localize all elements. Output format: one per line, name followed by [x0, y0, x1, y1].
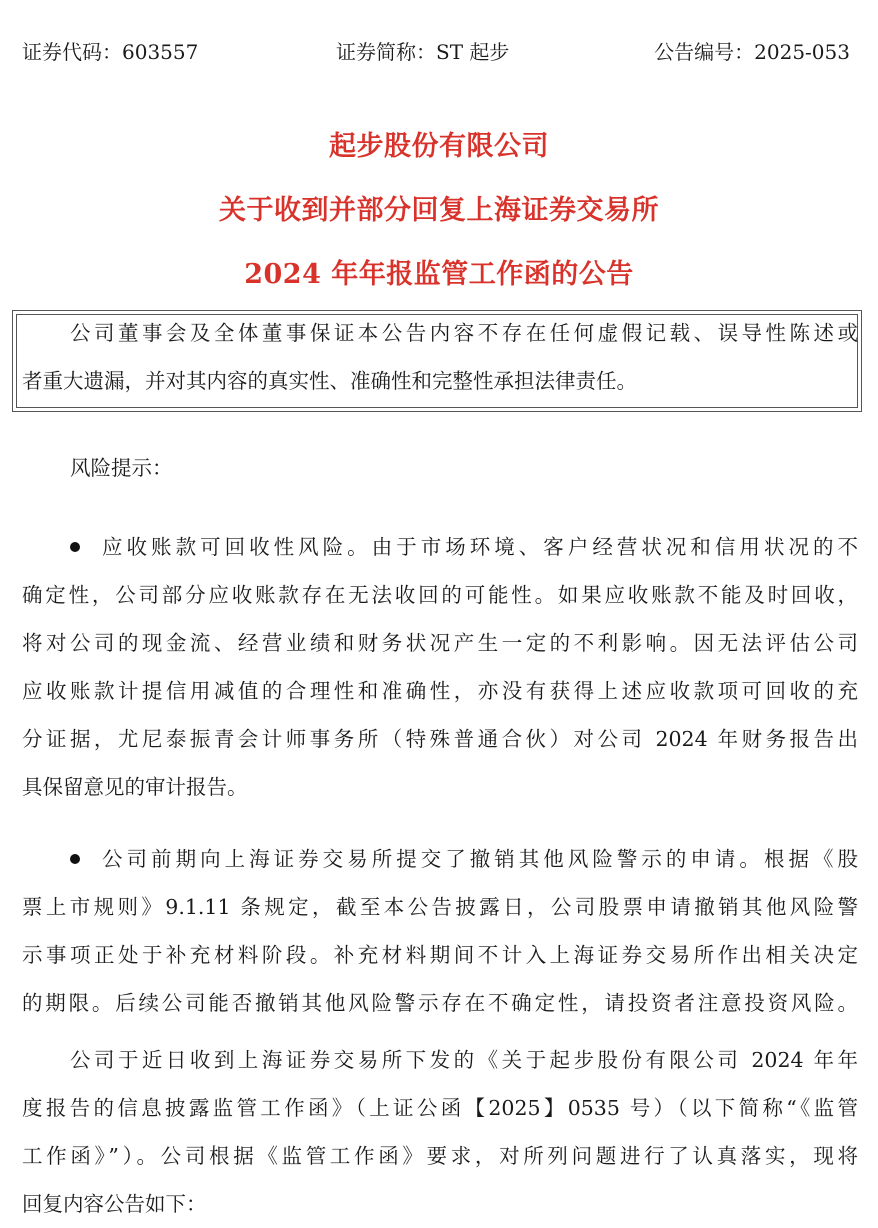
announcement-title-line-2: 2024 年年报监管工作函的公告	[244, 259, 634, 290]
security-abbreviation: 证券简称：ST 起步	[336, 40, 510, 64]
announcement-number: 公告编号：2025-053	[654, 40, 850, 64]
bullet-2-line: 票上市规则》9.1.11 条规定，截至本公告披露日，公司股票申请撤销其他风险警	[22, 895, 858, 919]
security-code: 证券代码：603557	[22, 40, 199, 64]
body-line: 工作函》”）。公司根据《监管工作函》要求，对所列问题进行了认真落实，现将	[22, 1144, 858, 1168]
bullet-1-line: 应收账款计提信用减值的合理性和准确性，亦没有获得上述应收款项可回收的充	[22, 679, 858, 703]
bullet-1-line: 确定性，公司部分应收账款存在无法收回的可能性。如果应收账款不能及时回收，	[22, 583, 858, 607]
company-title: 起步股份有限公司	[329, 131, 549, 162]
bullet-2-first-line	[22, 839, 858, 879]
body-line: 公司于近日收到上海证券交易所下发的《关于起步股份有限公司 2024 年年	[70, 1048, 858, 1072]
bullet-1-line: 将对公司的现金流、经营业绩和财务状况产生一定的不利影响。因无法评估公司	[22, 631, 858, 655]
statement-line: 者重大遗漏，并对其内容的真实性、准确性和完整性承担法律责任。	[22, 369, 637, 393]
bullet-1-line: 分证据，尤尼泰振青会计师事务所（特殊普通合伙）对公司 2024 年财务报告出	[22, 727, 858, 751]
bullet-2-text: 公司前期向上海证券交易所提交了撤销其他风险警示的申请。根据《股	[98, 847, 858, 871]
bullet-1-line: 具保留意见的审计报告。	[22, 775, 248, 799]
bullet-dot-icon	[70, 854, 80, 864]
statement-line: 公司董事会及全体董事保证本公告内容不存在任何虚假记载、误导性陈述或	[70, 321, 858, 345]
bullet-2-line: 示事项正处于补充材料阶段。补充材料期间不计入上海证券交易所作出相关决定	[22, 943, 858, 967]
risk-heading: 风险提示：	[70, 456, 173, 480]
announcement-title-line-1: 关于收到并部分回复上海证券交易所	[219, 195, 659, 226]
body-line: 度报告的信息披露监管工作函》（上证公函【2025】0535 号）（以下简称“《监管	[22, 1096, 858, 1120]
document-header	[22, 36, 850, 68]
body-line: 回复内容公告如下：	[22, 1192, 207, 1216]
bullet-1-text: 应收账款可回收性风险。由于市场环境、客户经营状况和信用状况的不	[98, 535, 858, 559]
bullet-1-first-line	[22, 527, 858, 567]
bullet-2-line: 的期限。后续公司能否撤销其他风险警示存在不确定性，请投资者注意投资风险。	[22, 991, 858, 1015]
bullet-dot-icon	[70, 542, 80, 552]
